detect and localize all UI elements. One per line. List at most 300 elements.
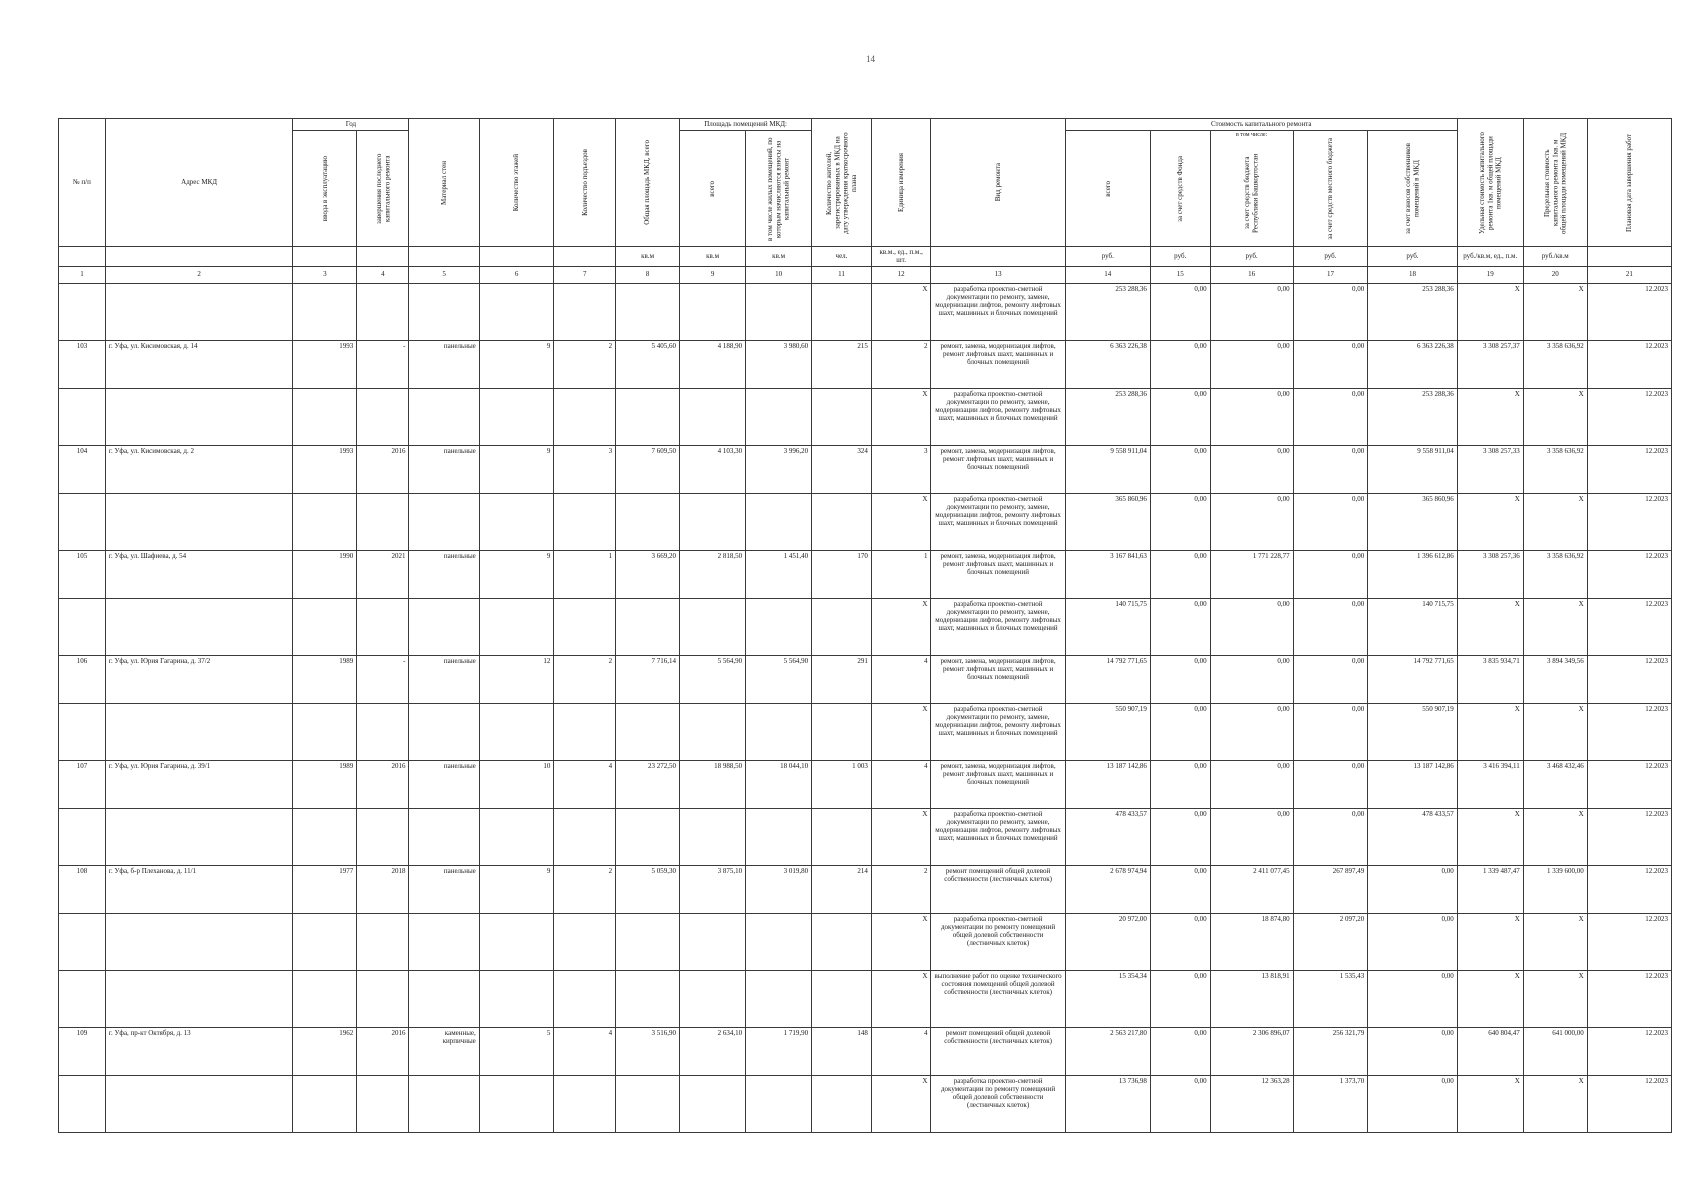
cell-floors: 10 bbox=[479, 760, 554, 808]
cell-ent bbox=[554, 703, 616, 760]
cell-total: 5 405,60 bbox=[616, 340, 680, 388]
cell-paying bbox=[746, 970, 812, 1027]
cell-y2: 2018 bbox=[357, 865, 409, 913]
cell-total: 23 272,50 bbox=[616, 760, 680, 808]
cell-c21: 12.2023 bbox=[1587, 340, 1671, 388]
cell-y1 bbox=[293, 913, 357, 970]
table-row bbox=[59, 340, 1672, 388]
cell-c17: 0,00 bbox=[1293, 808, 1368, 865]
cell-no bbox=[59, 283, 106, 340]
cell-c14: 253 288,36 bbox=[1065, 283, 1150, 340]
cell-c20: X bbox=[1523, 808, 1587, 865]
col-number: 13 bbox=[931, 266, 1065, 283]
cell-c15: 0,00 bbox=[1150, 598, 1210, 655]
cell-y1 bbox=[293, 283, 357, 340]
cell-area bbox=[680, 388, 746, 445]
cell-address: г. Уфа, ул. Юрия Гагарина, д. 37/2 bbox=[105, 655, 293, 703]
cell-c19: X bbox=[1457, 1075, 1523, 1132]
header-unit-cost: Удельная стоимость капитального ремонта 1кв. м общей площади помещений МКД bbox=[1457, 119, 1523, 247]
cell-y2 bbox=[357, 388, 409, 445]
cell-floors bbox=[479, 388, 554, 445]
cell-y2: 2016 bbox=[357, 445, 409, 493]
cell-ent: 3 bbox=[554, 445, 616, 493]
cell-wall bbox=[409, 493, 479, 550]
cell-c19: X bbox=[1457, 703, 1523, 760]
cell-c20: X bbox=[1523, 493, 1587, 550]
cell-floors bbox=[479, 703, 554, 760]
cell-res bbox=[812, 598, 872, 655]
unit-cell bbox=[105, 247, 293, 267]
header-premises-area: Площадь помещений МКД: bbox=[680, 119, 812, 131]
cell-c15: 0,00 bbox=[1150, 550, 1210, 598]
cell-total bbox=[616, 808, 680, 865]
cell-ent bbox=[554, 1075, 616, 1132]
cell-c20: X bbox=[1523, 388, 1587, 445]
cell-c17: 0,00 bbox=[1293, 445, 1368, 493]
header-entrances: Количество подъездов bbox=[554, 119, 616, 247]
cell-area bbox=[680, 283, 746, 340]
cell-c18: 0,00 bbox=[1368, 970, 1458, 1027]
cell-y2 bbox=[357, 703, 409, 760]
cell-c15: 0,00 bbox=[1150, 913, 1210, 970]
header-area-all: всего bbox=[680, 131, 746, 247]
unit-rub: руб. bbox=[1150, 247, 1210, 267]
cell-y2 bbox=[357, 283, 409, 340]
cell-c21: 12.2023 bbox=[1587, 913, 1671, 970]
cell-c17: 0,00 bbox=[1293, 388, 1368, 445]
unit-cell bbox=[409, 247, 479, 267]
table-row bbox=[59, 445, 1672, 493]
cell-c21: 12.2023 bbox=[1587, 865, 1671, 913]
col-number: 16 bbox=[1210, 266, 1293, 283]
header-address: Адрес МКД bbox=[105, 119, 293, 247]
cell-c17: 0,00 bbox=[1293, 550, 1368, 598]
cell-ent: 1 bbox=[554, 550, 616, 598]
cell-unit: X bbox=[871, 970, 931, 1027]
cell-area: 18 988,50 bbox=[680, 760, 746, 808]
cell-y1: 1990 bbox=[293, 550, 357, 598]
col-number: 14 bbox=[1065, 266, 1150, 283]
cell-paying: 3 996,20 bbox=[746, 445, 812, 493]
cell-res: 324 bbox=[812, 445, 872, 493]
cell-c21: 12.2023 bbox=[1587, 760, 1671, 808]
cell-unit: 4 bbox=[871, 1027, 931, 1075]
cell-res bbox=[812, 913, 872, 970]
cell-c16: 0,00 bbox=[1210, 283, 1293, 340]
cell-c15: 0,00 bbox=[1150, 388, 1210, 445]
cell-y2: 2021 bbox=[357, 550, 409, 598]
cell-unit: 4 bbox=[871, 760, 931, 808]
table-row bbox=[59, 970, 1672, 1027]
cell-c16: 0,00 bbox=[1210, 493, 1293, 550]
cell-c16: 0,00 bbox=[1210, 808, 1293, 865]
cell-c15: 0,00 bbox=[1150, 703, 1210, 760]
cell-no bbox=[59, 1075, 106, 1132]
cell-c14: 365 860,96 bbox=[1065, 493, 1150, 550]
cell-c17: 0,00 bbox=[1293, 493, 1368, 550]
cell-y2 bbox=[357, 1075, 409, 1132]
cell-area bbox=[680, 970, 746, 1027]
table-row bbox=[59, 1027, 1672, 1075]
cell-res bbox=[812, 493, 872, 550]
cell-address bbox=[105, 970, 293, 1027]
cell-floors bbox=[479, 493, 554, 550]
cell-y2: - bbox=[357, 655, 409, 703]
cell-ent: 2 bbox=[554, 865, 616, 913]
cell-y2 bbox=[357, 808, 409, 865]
cell-floors: 9 bbox=[479, 445, 554, 493]
cell-area: 4 188,90 bbox=[680, 340, 746, 388]
cell-c15: 0,00 bbox=[1150, 808, 1210, 865]
cell-c16: 12 363,28 bbox=[1210, 1075, 1293, 1132]
cell-c14: 550 907,19 bbox=[1065, 703, 1150, 760]
cell-c19: 3 416 394,11 bbox=[1457, 760, 1523, 808]
col-number: 10 bbox=[746, 266, 812, 283]
cell-wall bbox=[409, 808, 479, 865]
cell-res: 148 bbox=[812, 1027, 872, 1075]
cell-unit: X bbox=[871, 703, 931, 760]
cell-c14: 3 167 841,63 bbox=[1065, 550, 1150, 598]
cell-c18: 9 558 911,04 bbox=[1368, 445, 1458, 493]
header-residents: Количество жителей, зарегистрированных в МКД на дату утверждения краткосрочного плана bbox=[812, 119, 872, 247]
cell-floors bbox=[479, 598, 554, 655]
cell-total bbox=[616, 913, 680, 970]
cell-res: 1 003 bbox=[812, 760, 872, 808]
unit-paying: кв.м bbox=[746, 247, 812, 267]
cell-c19: 640 804,47 bbox=[1457, 1027, 1523, 1075]
cell-res bbox=[812, 703, 872, 760]
unit-cell bbox=[59, 247, 106, 267]
cell-c20: 641 000,00 bbox=[1523, 1027, 1587, 1075]
cell-c20: 3 358 636,92 bbox=[1523, 550, 1587, 598]
cell-ent: 2 bbox=[554, 655, 616, 703]
cell-c15: 0,00 bbox=[1150, 655, 1210, 703]
cell-work: выполнение работ по оценке технического состояния помещений общей долевой собственности (лестничных клеток) bbox=[931, 970, 1065, 1027]
col-number: 7 bbox=[554, 266, 616, 283]
cell-no: 103 bbox=[59, 340, 106, 388]
cell-c20: X bbox=[1523, 283, 1587, 340]
cell-c18: 0,00 bbox=[1368, 913, 1458, 970]
cell-c18: 253 288,36 bbox=[1368, 283, 1458, 340]
col-number: 9 bbox=[680, 266, 746, 283]
cell-c17: 0,00 bbox=[1293, 703, 1368, 760]
header-unit: Единица измерения bbox=[871, 119, 931, 247]
cell-res bbox=[812, 388, 872, 445]
unit-measure: кв.м., ед., п.м., шт. bbox=[871, 247, 931, 267]
col-number: 19 bbox=[1457, 266, 1523, 283]
cell-c18: 478 433,57 bbox=[1368, 808, 1458, 865]
col-number: 3 bbox=[293, 266, 357, 283]
cell-res bbox=[812, 1075, 872, 1132]
cell-paying: 1 451,40 bbox=[746, 550, 812, 598]
cell-c14: 13 736,98 bbox=[1065, 1075, 1150, 1132]
cell-y2: 2016 bbox=[357, 1027, 409, 1075]
unit-rub: руб. bbox=[1210, 247, 1293, 267]
cell-work: разработка проектно-сметной документации по ремонту, замене, модернизации лифтов, ремонту лифтовых шахт, машинных и блочных помещений bbox=[931, 598, 1065, 655]
cell-paying: 3 980,60 bbox=[746, 340, 812, 388]
cell-work: ремонт, замена, модернизация лифтов, ремонт лифтовых шахт, машинных и блочных помещений bbox=[931, 655, 1065, 703]
cell-address: г. Уфа, ул. Юрия Гагарина, д. 39/1 bbox=[105, 760, 293, 808]
cell-area bbox=[680, 808, 746, 865]
cell-y1: 1993 bbox=[293, 340, 357, 388]
cell-ent bbox=[554, 283, 616, 340]
cell-address: г. Уфа, ул. Кисимовская, д. 2 bbox=[105, 445, 293, 493]
cell-c18: 253 288,36 bbox=[1368, 388, 1458, 445]
cell-c16: 0,00 bbox=[1210, 445, 1293, 493]
cell-area: 3 875,10 bbox=[680, 865, 746, 913]
cell-c18: 550 907,19 bbox=[1368, 703, 1458, 760]
cell-c21: 12.2023 bbox=[1587, 598, 1671, 655]
cell-unit: X bbox=[871, 283, 931, 340]
cell-c21: 12.2023 bbox=[1587, 445, 1671, 493]
cell-y1: 1977 bbox=[293, 865, 357, 913]
cell-wall: каменные, кирпичные bbox=[409, 1027, 479, 1075]
cell-no bbox=[59, 493, 106, 550]
cell-c14: 253 288,36 bbox=[1065, 388, 1150, 445]
cell-unit: X bbox=[871, 1075, 931, 1132]
cell-c20: X bbox=[1523, 970, 1587, 1027]
cell-work: ремонт, замена, модернизация лифтов, ремонт лифтовых шахт, машинных и блочных помещений bbox=[931, 340, 1065, 388]
col-number: 18 bbox=[1368, 266, 1458, 283]
cell-work: разработка проектно-сметной документации по ремонту, замене, модернизации лифтов, ремонту лифтовых шахт, машинных и блочных помещений bbox=[931, 283, 1065, 340]
unit-residents: чел. bbox=[812, 247, 872, 267]
unit-cell bbox=[479, 247, 554, 267]
cell-c17: 0,00 bbox=[1293, 655, 1368, 703]
cell-y1 bbox=[293, 970, 357, 1027]
cell-unit: X bbox=[871, 493, 931, 550]
cell-c18: 13 187 142,86 bbox=[1368, 760, 1458, 808]
cell-floors bbox=[479, 970, 554, 1027]
cell-total bbox=[616, 283, 680, 340]
cell-floors: 9 bbox=[479, 340, 554, 388]
cell-c21: 12.2023 bbox=[1587, 493, 1671, 550]
cell-c15: 0,00 bbox=[1150, 493, 1210, 550]
cell-res bbox=[812, 283, 872, 340]
cell-unit: 4 bbox=[871, 655, 931, 703]
cell-c15: 0,00 bbox=[1150, 865, 1210, 913]
cell-wall bbox=[409, 703, 479, 760]
cell-work: разработка проектно-сметной документации по ремонту помещений общей долевой собственности (лестничных клеток) bbox=[931, 1075, 1065, 1132]
cell-address bbox=[105, 598, 293, 655]
cell-c19: 1 339 487,47 bbox=[1457, 865, 1523, 913]
cell-y1 bbox=[293, 598, 357, 655]
cell-y1: 1989 bbox=[293, 760, 357, 808]
table-row bbox=[59, 703, 1672, 760]
cell-total: 7 716,14 bbox=[616, 655, 680, 703]
cell-total: 7 609,50 bbox=[616, 445, 680, 493]
cell-ent bbox=[554, 493, 616, 550]
cell-area bbox=[680, 493, 746, 550]
cell-wall: панельные bbox=[409, 340, 479, 388]
header-cost-owners: за счет взносов собственников помещений в МКД bbox=[1368, 131, 1458, 247]
cell-no bbox=[59, 808, 106, 865]
cell-paying bbox=[746, 808, 812, 865]
cell-floors: 12 bbox=[479, 655, 554, 703]
cell-unit: X bbox=[871, 913, 931, 970]
cell-ent: 4 bbox=[554, 1027, 616, 1075]
cell-c16: 2 411 077,45 bbox=[1210, 865, 1293, 913]
header-deadline: Плановая дата завершения работ bbox=[1587, 119, 1671, 247]
table-row bbox=[59, 865, 1672, 913]
cell-ent: 4 bbox=[554, 760, 616, 808]
cell-no: 108 bbox=[59, 865, 106, 913]
cell-y2 bbox=[357, 493, 409, 550]
header-area-paying: в том числе жилых помещений, по которым начисляются взносы на капитальный ремонт bbox=[746, 131, 812, 247]
cell-total bbox=[616, 703, 680, 760]
cell-c15: 0,00 bbox=[1150, 1027, 1210, 1075]
cell-total bbox=[616, 598, 680, 655]
col-number: 17 bbox=[1293, 266, 1368, 283]
cell-no bbox=[59, 913, 106, 970]
cell-c20: 3 468 432,46 bbox=[1523, 760, 1587, 808]
cell-floors: 5 bbox=[479, 1027, 554, 1075]
cell-c19: 3 308 257,33 bbox=[1457, 445, 1523, 493]
table-row bbox=[59, 760, 1672, 808]
cell-c14: 20 972,00 bbox=[1065, 913, 1150, 970]
unit-total-area: кв.м bbox=[616, 247, 680, 267]
header-no: № п/п bbox=[59, 119, 106, 247]
col-number: 15 bbox=[1150, 266, 1210, 283]
cell-c18: 140 715,75 bbox=[1368, 598, 1458, 655]
col-number: 4 bbox=[357, 266, 409, 283]
col-number: 20 bbox=[1523, 266, 1587, 283]
unit-cell bbox=[931, 247, 1065, 267]
cell-paying: 3 019,80 bbox=[746, 865, 812, 913]
cell-c14: 13 187 142,86 bbox=[1065, 760, 1150, 808]
capital-repair-table bbox=[58, 118, 1672, 1133]
cell-c20: X bbox=[1523, 703, 1587, 760]
cell-y2: 2016 bbox=[357, 760, 409, 808]
cell-c14: 15 354,34 bbox=[1065, 970, 1150, 1027]
cell-y1 bbox=[293, 703, 357, 760]
cell-unit: X bbox=[871, 388, 931, 445]
cell-c19: X bbox=[1457, 493, 1523, 550]
cell-c21: 12.2023 bbox=[1587, 550, 1671, 598]
cell-c15: 0,00 bbox=[1150, 760, 1210, 808]
unit-cell bbox=[357, 247, 409, 267]
cell-c17: 0,00 bbox=[1293, 598, 1368, 655]
cell-floors bbox=[479, 283, 554, 340]
cell-area: 5 564,90 bbox=[680, 655, 746, 703]
cell-c16: 0,00 bbox=[1210, 340, 1293, 388]
header-total-area: Общая площадь МКД, всего bbox=[616, 119, 680, 247]
cell-work: ремонт помещений общей долевой собственности (лестничных клеток) bbox=[931, 865, 1065, 913]
cell-wall bbox=[409, 913, 479, 970]
cell-work: разработка проектно-сметной документации по ремонту, замене, модернизации лифтов, ремонту лифтовых шахт, машинных и блочных помещений bbox=[931, 493, 1065, 550]
cell-area: 2 634,10 bbox=[680, 1027, 746, 1075]
cell-wall: панельные bbox=[409, 865, 479, 913]
cell-unit: X bbox=[871, 808, 931, 865]
cell-res: 170 bbox=[812, 550, 872, 598]
cell-paying: 18 044,10 bbox=[746, 760, 812, 808]
cell-c17: 2 097,20 bbox=[1293, 913, 1368, 970]
cell-c17: 267 897,49 bbox=[1293, 865, 1368, 913]
table-row bbox=[59, 550, 1672, 598]
cell-c19: X bbox=[1457, 598, 1523, 655]
cell-c20: X bbox=[1523, 1075, 1587, 1132]
cell-work: ремонт помещений общей долевой собственности (лестничных клеток) bbox=[931, 1027, 1065, 1075]
cell-address: г. Уфа, ул. Шафиева, д. 54 bbox=[105, 550, 293, 598]
cell-address bbox=[105, 808, 293, 865]
cell-c20: 3 894 349,56 bbox=[1523, 655, 1587, 703]
cell-area bbox=[680, 703, 746, 760]
cell-y1: 1989 bbox=[293, 655, 357, 703]
cell-c15: 0,00 bbox=[1150, 970, 1210, 1027]
cell-total bbox=[616, 493, 680, 550]
cell-c14: 14 792 771,65 bbox=[1065, 655, 1150, 703]
cell-no bbox=[59, 388, 106, 445]
cell-wall bbox=[409, 1075, 479, 1132]
col-number: 12 bbox=[871, 266, 931, 283]
cell-c21: 12.2023 bbox=[1587, 1075, 1671, 1132]
cell-c15: 0,00 bbox=[1150, 340, 1210, 388]
unit-cell bbox=[1587, 247, 1671, 267]
cell-paying bbox=[746, 1075, 812, 1132]
cell-wall: панельные bbox=[409, 760, 479, 808]
cell-y1 bbox=[293, 1075, 357, 1132]
cell-ent bbox=[554, 598, 616, 655]
cell-c21: 12.2023 bbox=[1587, 703, 1671, 760]
cell-c16: 18 874,80 bbox=[1210, 913, 1293, 970]
cell-c21: 12.2023 bbox=[1587, 1027, 1671, 1075]
cell-c14: 478 433,57 bbox=[1065, 808, 1150, 865]
cell-work: разработка проектно-сметной документации по ремонту, замене, модернизации лифтов, ремонту лифтовых шахт, машинных и блочных помещений bbox=[931, 808, 1065, 865]
cell-work: ремонт, замена, модернизация лифтов, ремонт лифтовых шахт, машинных и блочных помещений bbox=[931, 445, 1065, 493]
table-row bbox=[59, 283, 1672, 340]
cell-area: 2 818,50 bbox=[680, 550, 746, 598]
cell-ent: 2 bbox=[554, 340, 616, 388]
cell-y2: - bbox=[357, 340, 409, 388]
cell-paying bbox=[746, 388, 812, 445]
cell-no: 105 bbox=[59, 550, 106, 598]
cell-paying bbox=[746, 913, 812, 970]
cell-floors: 9 bbox=[479, 550, 554, 598]
cell-no bbox=[59, 598, 106, 655]
table-row bbox=[59, 598, 1672, 655]
cell-total bbox=[616, 1075, 680, 1132]
cell-c19: 3 308 257,36 bbox=[1457, 550, 1523, 598]
cell-address: г. Уфа, б-р Плеханова, д. 11/1 bbox=[105, 865, 293, 913]
cell-res: 291 bbox=[812, 655, 872, 703]
cell-c19: X bbox=[1457, 283, 1523, 340]
cell-paying bbox=[746, 283, 812, 340]
cell-c21: 12.2023 bbox=[1587, 655, 1671, 703]
cell-no bbox=[59, 703, 106, 760]
unit-cell bbox=[293, 247, 357, 267]
cell-c16: 2 306 896,07 bbox=[1210, 1027, 1293, 1075]
cell-paying bbox=[746, 703, 812, 760]
cell-c20: X bbox=[1523, 913, 1587, 970]
cell-res: 214 bbox=[812, 865, 872, 913]
unit-rub: руб. bbox=[1065, 247, 1150, 267]
header-cost-republic: в том числе: за счет средств бюджета Республики Башкортостан bbox=[1210, 131, 1293, 247]
cell-c17: 1 535,43 bbox=[1293, 970, 1368, 1027]
cell-address bbox=[105, 283, 293, 340]
cell-y2 bbox=[357, 970, 409, 1027]
cell-c14: 140 715,75 bbox=[1065, 598, 1150, 655]
cell-c21: 12.2023 bbox=[1587, 388, 1671, 445]
column-numbers-row bbox=[59, 266, 1672, 283]
header-year: Год bbox=[293, 119, 409, 131]
cell-c21: 12.2023 bbox=[1587, 283, 1671, 340]
col-number: 1 bbox=[59, 266, 106, 283]
cell-floors bbox=[479, 1075, 554, 1132]
cell-c15: 0,00 bbox=[1150, 1075, 1210, 1132]
cell-y2 bbox=[357, 598, 409, 655]
cell-y1 bbox=[293, 808, 357, 865]
cell-y2 bbox=[357, 913, 409, 970]
cell-c16: 1 771 228,77 bbox=[1210, 550, 1293, 598]
